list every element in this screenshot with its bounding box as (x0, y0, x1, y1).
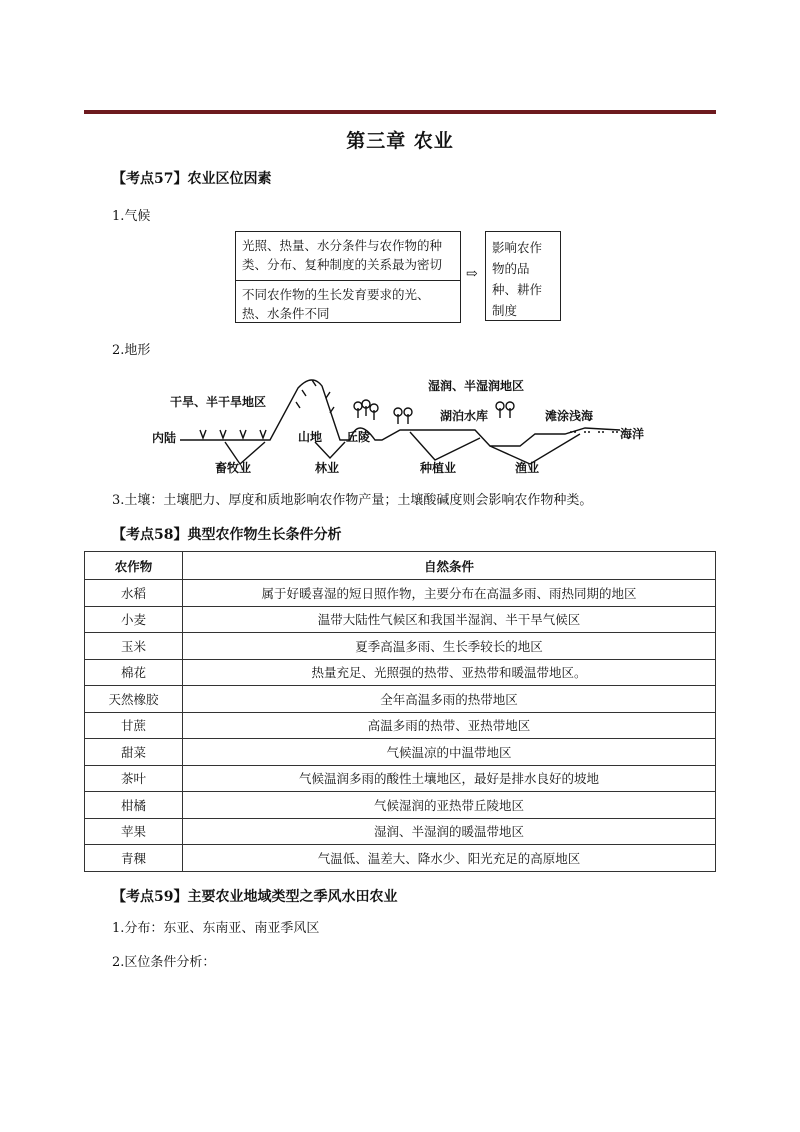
header-conditions: 自然条件 (183, 552, 716, 580)
crop-name: 天然橡胶 (85, 686, 183, 713)
ocean-label: 海洋 (620, 427, 645, 441)
planting-label: 种植业 (420, 461, 457, 475)
table-row (85, 659, 716, 686)
table-row (85, 606, 716, 633)
forestry-label: 林业 (315, 461, 340, 475)
crop-name: 玉米 (85, 633, 183, 660)
hill-label: 丘陵 (346, 430, 371, 444)
top-rule (84, 110, 716, 114)
crop-condition: 温带大陆性气候区和我国半湿润、半干旱气候区 (183, 606, 716, 633)
tidal-label: 滩涂浅海 (545, 409, 594, 423)
table-row (85, 580, 716, 607)
table-row (85, 845, 716, 872)
section58-heading: 【考点58】典型农作物生长条件分析 (112, 527, 342, 543)
table-row (85, 739, 716, 766)
soil-text: 3.土壤：土壤肥力、厚度和质地影响农作物产量；土壤酸碱度则会影响农作物种类。 (112, 493, 593, 508)
inland-label: 内陆 (152, 431, 177, 445)
arrow-icon: ⇨ (466, 266, 478, 282)
crop-name: 青稞 (85, 845, 183, 872)
table-header-row (85, 552, 716, 580)
crop-condition: 气候湿润的亚热带丘陵地区 (183, 792, 716, 819)
livestock-label: 畜牧业 (215, 461, 252, 475)
table-row (85, 686, 716, 713)
table-row (85, 712, 716, 739)
crop-condition: 气候温凉的中温带地区 (183, 739, 716, 766)
dry-region-label: 干旱、半干旱地区 (170, 395, 267, 409)
crop-name: 棉花 (85, 659, 183, 686)
chapter-title: 第三章 农业 (346, 130, 454, 152)
crop-conditions-table (84, 551, 716, 872)
terrain-diagram (150, 368, 660, 478)
mountain-label: 山地 (298, 430, 323, 444)
lake-label: 湖泊水库 (440, 409, 489, 423)
climate-factors-box (235, 231, 461, 323)
crop-name: 甘蔗 (85, 712, 183, 739)
climate-label: 1.气候 (112, 209, 151, 224)
table-row (85, 633, 716, 660)
terrain-label: 2.地形 (112, 343, 151, 358)
section59-heading: 【考点59】主要农业地域类型之季风水田农业 (112, 889, 398, 905)
climate-factor-1: 光照、热量、水分条件与农作物的种类、分布、复种制度的关系最为密切 (236, 232, 460, 281)
climate-result-box: 影响农作物的品种、耕作制度 (485, 231, 561, 321)
crop-condition: 全年高温多雨的热带地区 (183, 686, 716, 713)
crop-condition: 湿润、半湿润的暖温带地区 (183, 818, 716, 845)
crop-condition: 气温低、温差大、降水少、阳光充足的高原地区 (183, 845, 716, 872)
climate-diagram (235, 231, 563, 323)
crop-name: 柑橘 (85, 792, 183, 819)
table-row (85, 765, 716, 792)
header-crop: 农作物 (85, 552, 183, 580)
crop-name: 水稻 (85, 580, 183, 607)
crop-condition: 气候温润多雨的酸性土壤地区，最好是排水良好的坡地 (183, 765, 716, 792)
fishery-label: 渔业 (515, 461, 540, 475)
distribution-text: 1.分布：东亚、东南亚、南亚季风区 (112, 921, 320, 936)
crop-condition: 夏季高温多雨、生长季较长的地区 (183, 633, 716, 660)
crop-name: 甜菜 (85, 739, 183, 766)
crop-name: 小麦 (85, 606, 183, 633)
crop-condition: 热量充足、光照强的热带、亚热带和暖温带地区。 (183, 659, 716, 686)
crop-name: 苹果 (85, 818, 183, 845)
conditions-text: 2.区位条件分析： (112, 955, 216, 970)
table-row (85, 792, 716, 819)
crop-condition: 高温多雨的热带、亚热带地区 (183, 712, 716, 739)
table-row (85, 818, 716, 845)
climate-factor-2: 不同农作物的生长发育要求的光、热、水条件不同 (242, 287, 430, 321)
humid-region-label: 湿润、半湿润地区 (428, 379, 525, 393)
crop-name: 茶叶 (85, 765, 183, 792)
crop-condition: 属于好暖喜湿的短日照作物，主要分布在高温多雨、雨热同期的地区 (183, 580, 716, 607)
section57-heading: 【考点57】农业区位因素 (112, 171, 272, 187)
